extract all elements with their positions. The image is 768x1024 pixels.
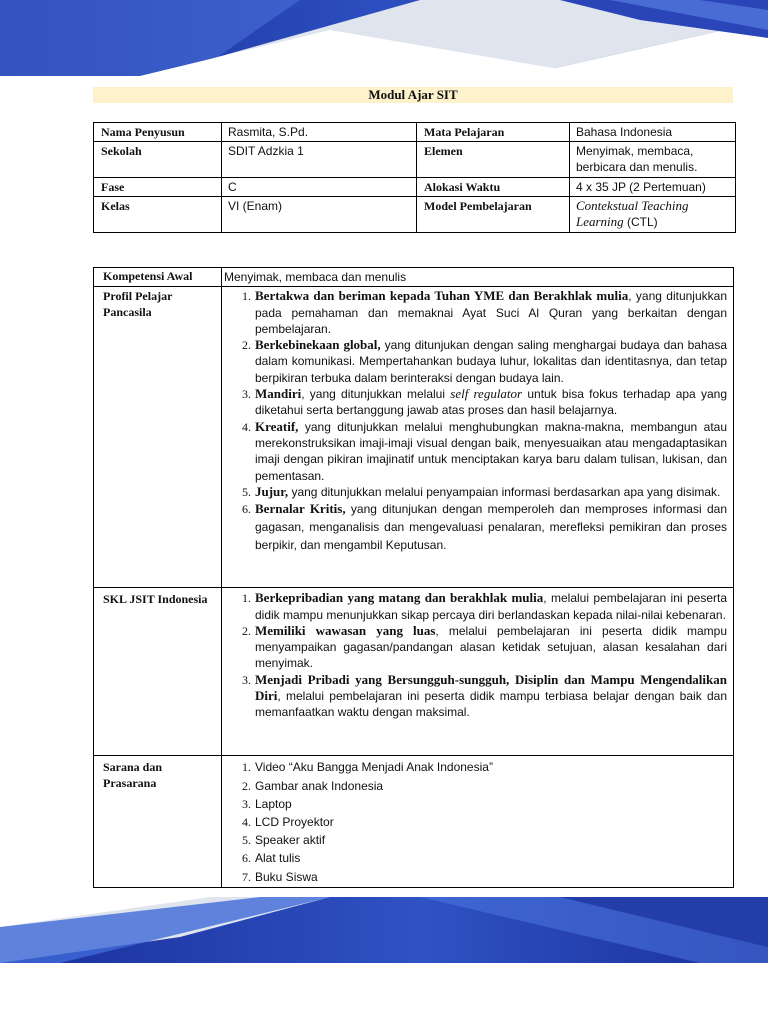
competency-table [93,267,734,888]
label-model-pembelajaran: Model Pembelajaran [417,197,570,233]
list-item [254,419,727,484]
table-row [94,268,734,287]
item-text: yang ditunjukkan melalui penyampaian informasi berdasarkan apa yang disimak. [288,484,721,499]
sarana-list [228,758,727,885]
list-item: 5. Speaker aktif [254,831,727,849]
list-item [254,672,727,721]
label-sarana-prasarana: Sarana dan Prasarana [94,756,222,887]
list-item: 7. Buku Siswa [254,868,727,886]
value-mata-pelajaran: Bahasa Indonesia [570,123,736,142]
table-row [94,197,736,233]
item-text: untuk bisa fokus terhadap apa yang diketahui serta bertanggung jawab atas proses dan hasil belajarnya. [255,387,727,418]
header-banner [0,0,768,76]
item-text: , melalui pembelajaran ini peserta didik mampu terbiasa belajar dengan baik dan memanfaatkan waktu dengan maksimal. [255,689,727,720]
item-title: Berkebinekaan global, [255,337,381,353]
footer-banner [0,897,768,963]
model-name: Contekstual Teaching Learning [576,198,689,229]
profil-cell [222,287,734,588]
label-mata-pelajaran: Mata Pelajaran [417,123,570,142]
table-row [94,756,734,887]
table-row [94,123,736,142]
item-title: Memiliki wawasan yang luas [255,622,436,638]
value-model-pembelajaran [570,197,736,233]
item-text: , yang ditunjukkan melalui [301,387,451,402]
identity-table [93,122,736,233]
list-item: 2. Gambar anak Indonesia [254,777,727,795]
item-text: , melalui pembelajaran ini peserta didik mampu menyampaikan gagasan/pandangan alasan ketidak setujuan, alasan kesalahan dari menyimak. [255,623,728,671]
list-item: 3. Laptop [254,795,727,813]
list-item [254,288,727,337]
item-text: yang ditunjukan dengan saling menghargai budaya dan bahasa dalam komunikasi. Mempertahankan budaya luhur, lokalitas dan identitasnya, dan tetap berpikiran terbuka dalam berinteraksi dengan budaya lain. [255,338,728,385]
label-elemen: Elemen [417,142,570,178]
label-kompetensi-awal: Kompetensi Awal [94,268,222,287]
label-fase: Fase [94,178,222,197]
item-title: Bernalar Kritis, [255,501,346,517]
list-item [254,623,727,672]
document-title: Modul Ajar SIT [93,87,733,103]
value-sekolah: SDIT Adzkia 1 [222,142,417,178]
item-title: Bertakwa dan beriman kepada Tuhan YME dan Berakhlak mulia [255,288,629,304]
skl-cell [222,588,734,756]
list-item [254,484,727,500]
value-nama-penyusun: Rasmita, S.Pd. [222,123,417,142]
skl-list [228,590,727,720]
profil-list [228,288,727,554]
value-kompetensi-awal: Menyimak, membaca dan menulis [222,268,734,287]
list-item [254,337,727,386]
model-abbreviation: (CTL) [623,215,658,229]
item-text: yang ditunjukan dengan memperoleh dan memproses informasi dan gagasan, menganalisis dan mengevaluasi penalaran, merefleksi pemikiran dan proses berpikir, dan mengambil Keputusan. [255,502,727,553]
value-kelas: VI (Enam) [222,197,417,233]
label-profil-pelajar: Profil Pelajar Pancasila [94,287,222,588]
label-sekolah: Sekolah [94,142,222,178]
label-kelas: Kelas [94,197,222,233]
list-item: 1. Video “Aku Bangga Menjadi Anak Indonesia” [254,758,727,776]
item-text: yang ditunjukkan melalui menghubungkan makna-makna, membangun atau merekonstruksikan imaji-imaji visual dengan baik, menyesuaikan atau mengadaptasikan imaji dengan pikiran imajinatif untuk menciptakan karya baru dalam tulisan, lukisan, dan pementasan. [255,419,727,483]
list-item [254,590,727,623]
table-row [94,588,734,756]
list-item: 6. Alat tulis [254,849,727,867]
table-row [94,178,736,197]
item-italic: self regulator [450,386,523,402]
header-banner-graphic [0,0,768,76]
list-item [254,386,727,419]
item-title: Mandiri [255,386,302,402]
item-text: , melalui pembelajaran ini peserta didik mampu menunjukkan sikap percaya diri berlandaskan kepada nilai-nilai kebenaran. [255,591,727,622]
item-title: Kreatif, [255,418,299,434]
label-skl-jsit: SKL JSIT Indonesia [94,588,222,756]
list-item [254,500,727,554]
sarana-cell [222,756,734,887]
item-title: Berkepribadian yang matang dan berakhlak mulia [255,590,544,606]
list-item: 4. LCD Proyektor [254,813,727,831]
table-row [94,287,734,588]
footer-banner-graphic [0,897,768,963]
value-elemen: Menyimak, membaca, berbicara dan menulis. [570,142,736,178]
value-fase: C [222,178,417,197]
item-text: , yang ditunjukkan pada pemahaman dan memaknai Ayat Suci Al Quran yang berkaitan dengan pembelajaran. [255,289,727,336]
value-alokasi-waktu: 4 x 35 JP (2 Pertemuan) [570,178,736,197]
item-title: Menjadi Pribadi yang Bersungguh-sungguh, Disiplin dan Mampu Mengendalikan Diri [255,671,727,704]
item-title: Jujur, [255,483,289,499]
table-row [94,142,736,178]
label-nama-penyusun: Nama Penyusun [94,123,222,142]
label-alokasi-waktu: Alokasi Waktu [417,178,570,197]
